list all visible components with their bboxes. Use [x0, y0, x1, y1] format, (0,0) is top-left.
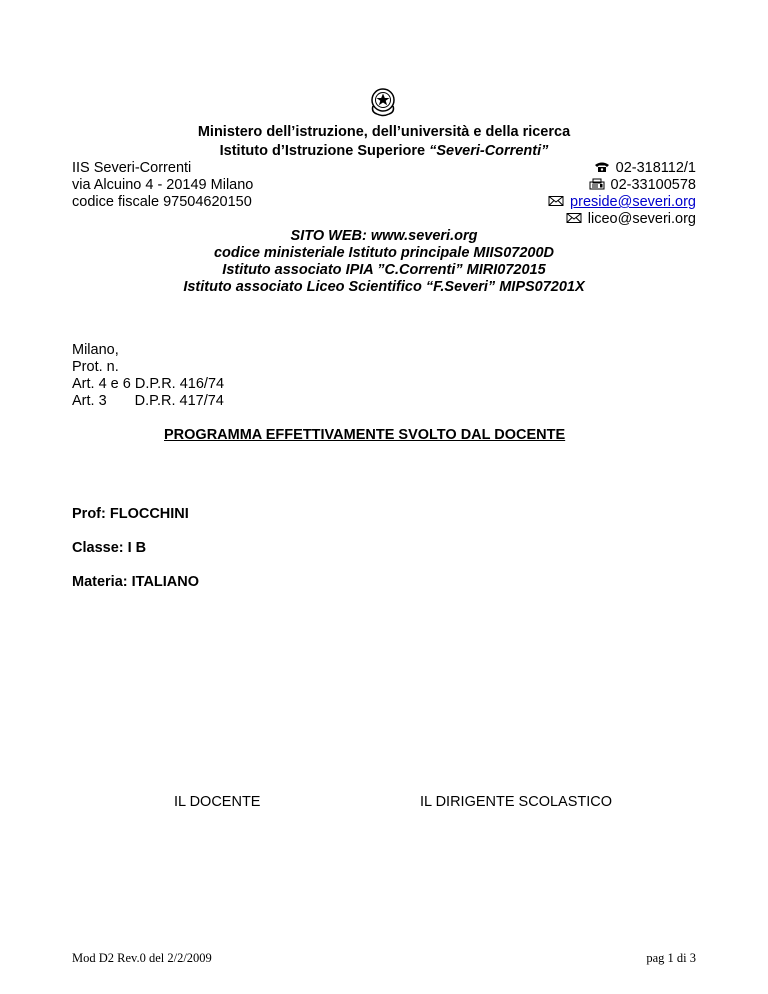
- dirigente-signature-label: IL DIRIGENTE SCOLASTICO: [420, 794, 613, 810]
- art-dpr: D.P.R. 417/74: [134, 393, 224, 409]
- footer-page-number: pag 1 di 3: [646, 951, 696, 965]
- ipia-line: Istituto associato IPIA ”C.Correnti” MIRI072015: [222, 262, 546, 278]
- ministry-title: Ministero dell’istruzione, dell’università e della ricerca: [197, 124, 571, 140]
- institute-title: [0, 143, 768, 159]
- telephone-icon: [594, 161, 610, 173]
- art-line-1: Art. 4 e 6 D.P.R. 416/74: [72, 376, 225, 392]
- address-line-2: via Alcuino 4 - 20149 Milano: [72, 177, 254, 193]
- docente-signature-label: IL DOCENTE: [174, 794, 261, 810]
- republic-emblem-icon: [368, 86, 398, 118]
- art-label: Art. 3: [72, 393, 107, 409]
- email-preside-link[interactable]: preside@severi.org: [570, 194, 696, 210]
- website-line: SITO WEB: www.severi.org: [290, 228, 478, 244]
- city-line: Milano,: [72, 342, 119, 358]
- envelope-icon: [548, 195, 564, 207]
- email-liceo-line: [566, 211, 696, 227]
- fax-number: 02-33100578: [610, 177, 696, 193]
- fax-line: [589, 177, 696, 193]
- prot-line: Prot. n.: [72, 359, 119, 375]
- email-preside-line: [548, 194, 696, 210]
- prof-field: Prof: FLOCCHINI: [72, 506, 189, 522]
- email-liceo: liceo@severi.org: [587, 211, 696, 227]
- programma-heading: PROGRAMMA EFFETTIVAMENTE SVOLTO DAL DOCENTE: [164, 427, 566, 443]
- classe-field: Classe: I B: [72, 540, 147, 556]
- address-line-3: codice fiscale 97504620150: [72, 194, 252, 210]
- art-line-2: [72, 393, 224, 409]
- materia-field: Materia: ITALIANO: [72, 574, 200, 590]
- liceo-line: Istituto associato Liceo Scientifico “F.Severi” MIPS07201X: [183, 279, 585, 295]
- fax-icon: [589, 178, 605, 190]
- institute-name: “Severi-Correnti”: [429, 143, 549, 159]
- envelope-icon: [566, 212, 582, 224]
- phone-number: 02-318112/1: [615, 160, 696, 176]
- address-line-1: IIS Severi-Correnti: [72, 160, 192, 176]
- phone-line: [594, 160, 696, 176]
- institute-prefix: Istituto d’Istruzione Superiore: [219, 143, 430, 159]
- footer-form-code: Mod D2 Rev.0 del 2/2/2009: [72, 951, 212, 965]
- codice-line: codice ministeriale Istituto principale MIIS07200D: [213, 245, 555, 261]
